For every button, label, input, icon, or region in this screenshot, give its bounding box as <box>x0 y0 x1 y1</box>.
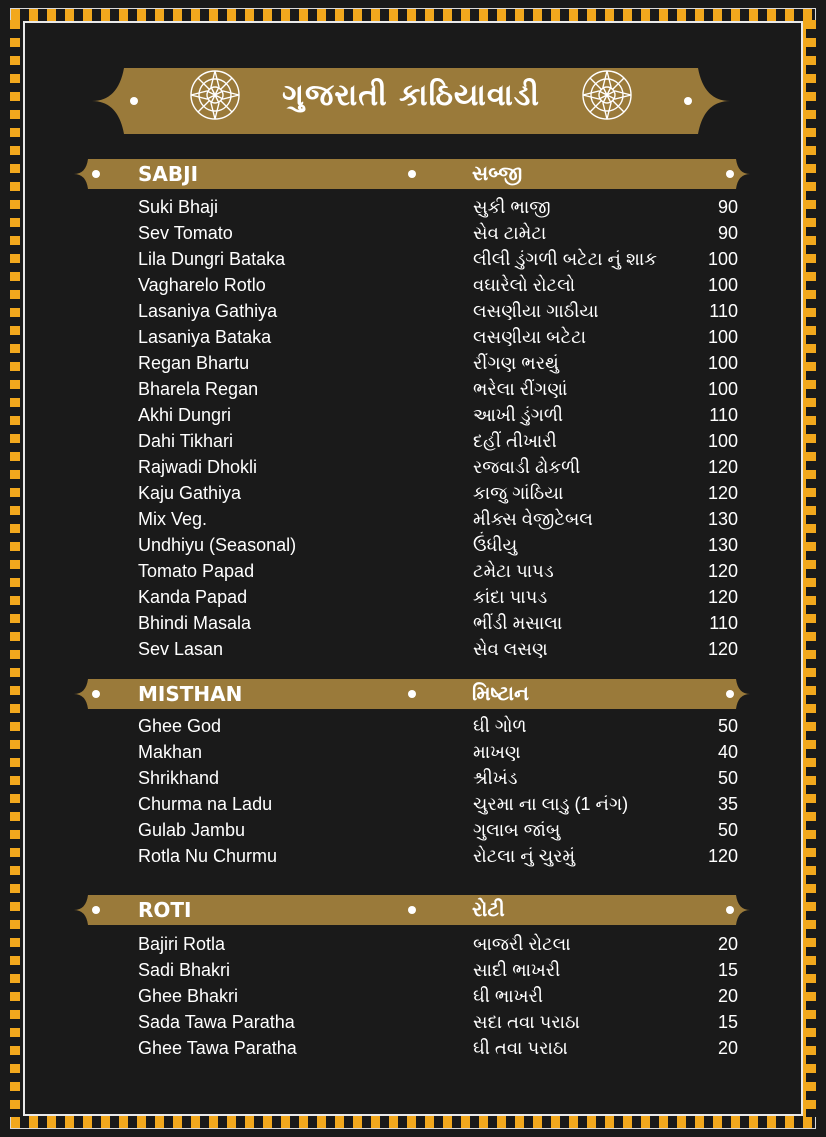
bullet-icon <box>408 906 416 914</box>
item-name-gu: ચુરમા ના લાડુ (1 નંગ) <box>473 794 629 814</box>
item-name-gu: સદા તવા પરાઠા <box>473 1012 580 1032</box>
item-name-gu: સુકી ભાજી <box>473 197 551 217</box>
item-name-en: Mix Veg. <box>138 509 208 529</box>
item-name-gu: મીક્સ વેજીટેબલ <box>473 509 593 529</box>
item-price: 100 <box>707 275 738 295</box>
bullet-icon <box>408 170 416 178</box>
item-name-gu: ભીંડી મસાલા <box>473 613 563 633</box>
item-price: 120 <box>707 457 738 477</box>
item-name-gu: બાજરી રોટલા <box>473 934 571 954</box>
item-name-en: Lasaniya Gathiya <box>138 301 278 321</box>
list-item <box>138 377 738 403</box>
item-price: 50 <box>717 716 738 736</box>
item-name-en: Rotla Nu Churmu <box>138 846 278 866</box>
item-price: 20 <box>717 986 738 1006</box>
list-item <box>138 740 738 766</box>
list-item <box>138 818 738 844</box>
item-price: 120 <box>707 639 738 659</box>
item-name-gu: આખી ડુંગળી <box>473 405 564 425</box>
item-name-gu: ગુલાબ જાંબુ <box>473 820 561 840</box>
bullet-icon <box>726 170 734 178</box>
item-price: 40 <box>717 742 738 762</box>
item-price: 100 <box>707 327 738 347</box>
item-name-gu: ઘી તવા પરાઠા <box>473 1038 568 1058</box>
item-name-gu: ટમેટા પાપડ <box>473 561 554 581</box>
item-name-gu: લસણીયા બટેટા <box>473 327 587 347</box>
item-price: 120 <box>707 846 738 866</box>
list-item <box>138 403 738 429</box>
list-item <box>138 455 738 481</box>
item-name-en: Sada Tawa Paratha <box>138 1012 295 1032</box>
mandala-icon <box>580 68 634 122</box>
item-name-gu: ભરેલા રીંગણાં <box>473 379 568 399</box>
item-name-gu: કાજુ ગાંઠિયા <box>473 483 564 503</box>
item-price: 35 <box>717 794 738 814</box>
list-item <box>138 325 738 351</box>
list-item <box>138 766 738 792</box>
bullet-icon <box>408 690 416 698</box>
item-price: 130 <box>707 509 738 529</box>
list-item <box>138 844 738 870</box>
item-name-en: Gulab Jambu <box>138 820 246 840</box>
sabji-list <box>138 195 738 663</box>
item-name-en: Suki Bhaji <box>138 197 219 217</box>
item-name-gu: દહીં તીખારી <box>473 431 557 451</box>
item-name-gu: લસણીયા ગાઠીયા <box>473 301 599 321</box>
item-price: 20 <box>717 934 738 954</box>
section-header-roti <box>74 895 750 925</box>
item-name-en: Lasaniya Bataka <box>138 327 272 347</box>
list-item <box>138 481 738 507</box>
item-price: 90 <box>717 223 738 243</box>
item-price: 50 <box>717 768 738 788</box>
list-item <box>138 429 738 455</box>
item-name-gu: રજવાડી ઢોકળી <box>473 457 581 477</box>
item-name-en: Churma na Ladu <box>138 794 273 814</box>
list-item <box>138 1036 738 1062</box>
item-name-en: Bhindi Masala <box>138 613 252 633</box>
item-price: 120 <box>707 483 738 503</box>
item-name-gu: ઘી ભાખરી <box>473 986 543 1006</box>
bullet-icon <box>726 906 734 914</box>
bullet-icon <box>92 690 100 698</box>
list-item <box>138 559 738 585</box>
list-item <box>138 221 738 247</box>
section-title-en: ROTI <box>138 898 192 922</box>
list-item <box>138 585 738 611</box>
item-price: 120 <box>707 561 738 581</box>
item-name-gu: રીંગણ ભરથું <box>473 353 559 373</box>
section-title-gu: રોટી <box>472 897 505 921</box>
item-name-gu: રોટલા નું ચુરમું <box>473 846 576 866</box>
item-name-gu: સેવ લસણ <box>473 639 548 659</box>
item-name-en: Sadi Bhakri <box>138 960 231 980</box>
bullet-icon <box>726 690 734 698</box>
item-name-en: Ghee Tawa Paratha <box>138 1038 297 1058</box>
list-item <box>138 507 738 533</box>
item-name-en: Bajiri Rotla <box>138 934 226 954</box>
item-price: 120 <box>707 587 738 607</box>
list-item <box>138 1010 738 1036</box>
section-header-sabji <box>74 159 750 189</box>
list-item <box>138 958 738 984</box>
border-right <box>806 20 816 1117</box>
item-name-en: Bharela Regan <box>138 379 259 399</box>
item-name-en: Makhan <box>138 742 203 762</box>
item-name-en: Regan Bhartu <box>138 353 250 373</box>
item-name-en: Sev Lasan <box>138 639 224 659</box>
item-price: 15 <box>717 960 738 980</box>
list-item <box>138 351 738 377</box>
item-price: 100 <box>707 379 738 399</box>
item-name-en: Lila Dungri Bataka <box>138 249 286 269</box>
item-name-en: Shrikhand <box>138 768 220 788</box>
item-price: 90 <box>717 197 738 217</box>
item-name-en: Rajwadi Dhokli <box>138 457 258 477</box>
list-item <box>138 714 738 740</box>
section-title-en: SABJI <box>138 162 199 186</box>
section-title-en: MISTHAN <box>138 682 243 706</box>
item-name-gu: સેવ ટામેટા <box>473 223 547 243</box>
item-name-gu: ઘી ગોળ <box>473 716 527 736</box>
item-name-gu: શ્રીખંડ <box>473 768 518 788</box>
list-item <box>138 637 738 663</box>
item-price: 100 <box>707 353 738 373</box>
list-item <box>138 247 738 273</box>
item-price: 110 <box>709 301 738 321</box>
list-item <box>138 533 738 559</box>
border-left <box>10 20 20 1117</box>
list-item <box>138 273 738 299</box>
item-name-en: Akhi Dungri <box>138 405 232 425</box>
section-title-gu: સબ્જી <box>472 161 523 185</box>
item-name-en: Sev Tomato <box>138 223 233 243</box>
bullet-icon <box>92 906 100 914</box>
misthan-list <box>138 714 738 870</box>
section-title-gu: મિષ્ટાન <box>472 681 529 705</box>
item-price: 20 <box>717 1038 738 1058</box>
item-price: 100 <box>707 249 738 269</box>
item-price: 50 <box>717 820 738 840</box>
item-name-en: Dahi Tikhari <box>138 431 234 451</box>
item-name-en: Ghee Bhakri <box>138 986 239 1006</box>
item-price: 110 <box>709 405 738 425</box>
roti-list <box>138 932 738 1062</box>
bullet-icon <box>92 170 100 178</box>
item-name-en: Kaju Gathiya <box>138 483 242 503</box>
item-price: 15 <box>717 1012 738 1032</box>
item-name-en: Ghee God <box>138 716 222 736</box>
menu-title: ગુજરાતી કાઠિયાવાડી <box>282 78 540 113</box>
list-item <box>138 611 738 637</box>
item-name-en: Undhiyu (Seasonal) <box>138 535 297 555</box>
title-banner <box>92 68 730 134</box>
item-name-gu: વઘારેલો રોટલો <box>473 275 576 295</box>
item-name-en: Kanda Papad <box>138 587 248 607</box>
item-price: 100 <box>707 431 738 451</box>
list-item <box>138 792 738 818</box>
item-name-gu: માખણ <box>473 742 521 762</box>
item-name-gu: કાંદા પાપડ <box>473 587 548 607</box>
section-header-misthan <box>74 679 750 709</box>
list-item <box>138 299 738 325</box>
item-price: 110 <box>709 613 738 633</box>
list-item <box>138 932 738 958</box>
list-item <box>138 195 738 221</box>
list-item <box>138 984 738 1010</box>
item-name-gu: લીલી ડુંગળી બટેટા નું શાક <box>473 249 657 269</box>
item-name-en: Tomato Papad <box>138 561 255 581</box>
item-price: 130 <box>707 535 738 555</box>
item-name-gu: સાદી ભાખરી <box>473 960 561 980</box>
item-name-en: Vagharelo Rotlo <box>138 275 266 295</box>
item-name-gu: ઉંધીયુ <box>473 535 518 555</box>
